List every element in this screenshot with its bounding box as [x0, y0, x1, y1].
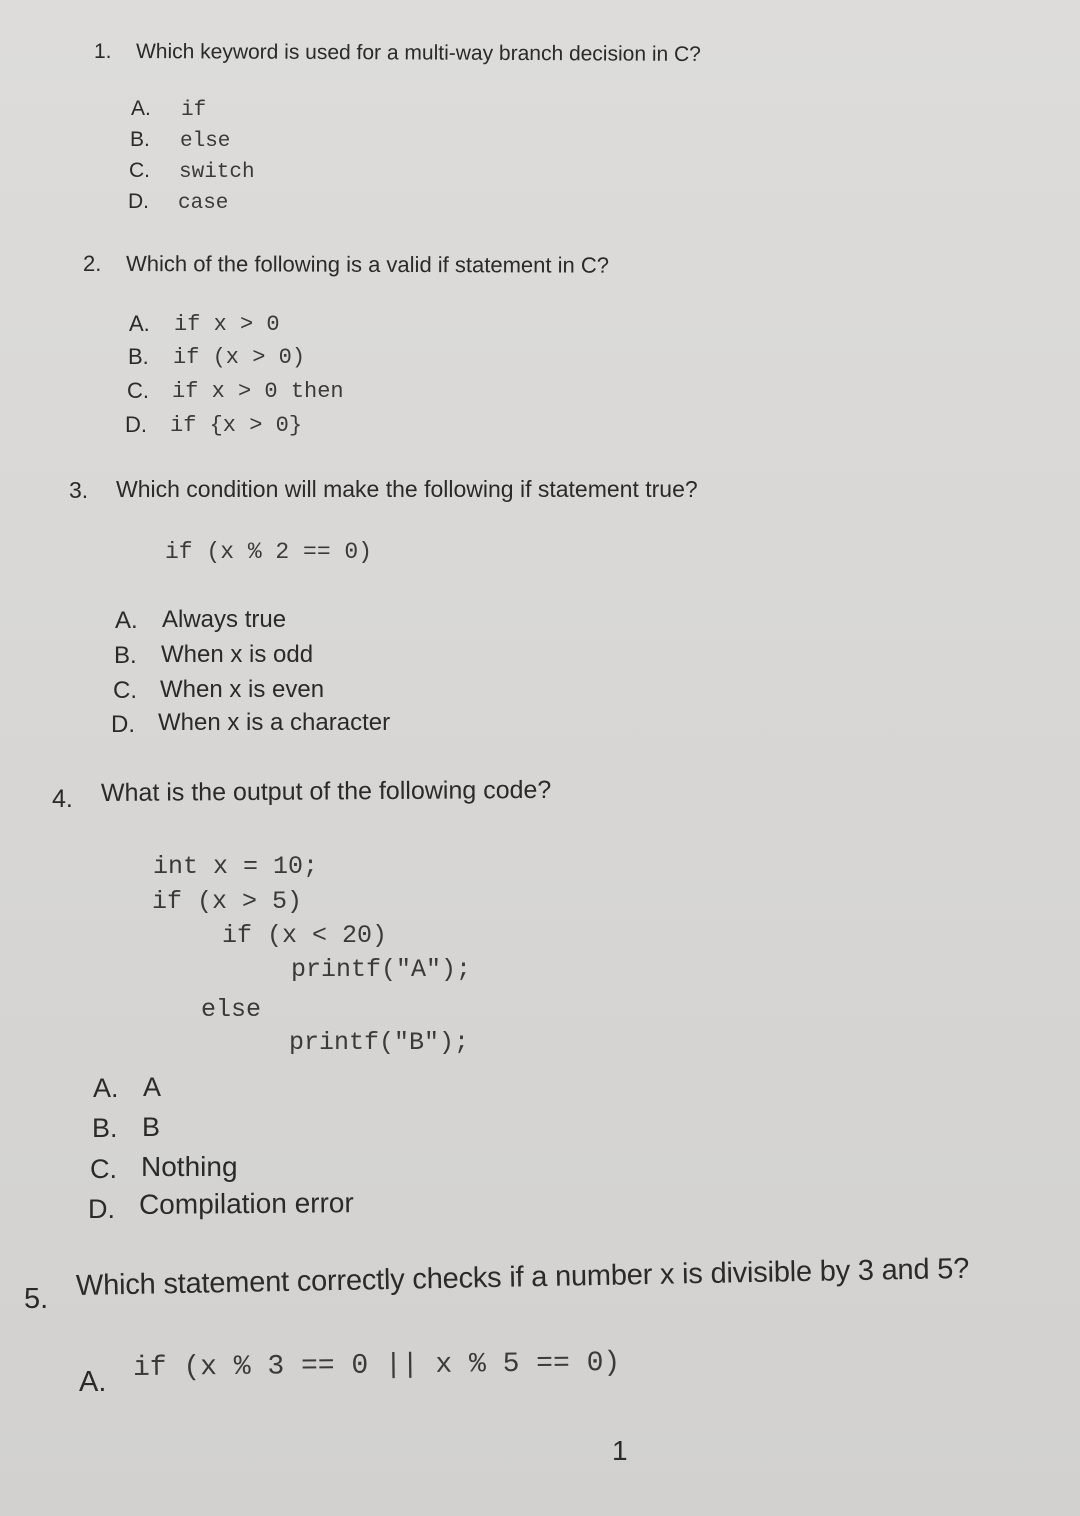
question-3-number: 3. [69, 477, 89, 503]
question-4-code-line-6: printf("B"); [289, 1028, 470, 1057]
question-2-option-c-label: C. [127, 378, 149, 403]
question-4-option-a-text: A [143, 1072, 162, 1102]
question-2-option-b-text: if (x > 0) [173, 345, 306, 370]
question-3-option-a-label: A. [115, 607, 138, 634]
question-2-option-d-label: D. [125, 412, 147, 437]
question-2-text: Which of the following is a valid if statement in C? [125, 251, 610, 278]
question-3-option-a-text: Always true [162, 606, 287, 633]
question-4-option-b-label: B. [92, 1113, 118, 1143]
question-3-code-line-1: if (x % 2 == 0) [165, 539, 373, 565]
question-1-option-c-text: switch [179, 161, 255, 184]
question-4-number: 4. [52, 785, 73, 813]
question-2-option-d-text: if {x > 0} [170, 413, 303, 438]
question-3-option-b-text: When x is odd [161, 641, 314, 668]
question-4-code-line-4: printf("A"); [291, 955, 472, 984]
question-4-option-c-label: C. [90, 1154, 117, 1184]
question-4-code-line-5: else [201, 995, 262, 1024]
question-1-option-a-label: A. [131, 97, 151, 120]
question-5-text: Which statement correctly checks if a number x is divisible by 3 and 5? [75, 1252, 970, 1302]
question-2-option-b-label: B. [128, 344, 149, 369]
question-1-option-d-label: D. [128, 190, 149, 213]
question-1-text: Which keyword is used for a multi-way branch decision in C? [135, 40, 701, 66]
question-3-option-c-label: C. [113, 677, 137, 704]
question-4-option-a-label: A. [93, 1073, 119, 1103]
question-2-option-a-text: if x > 0 [174, 312, 280, 337]
question-2-number: 2. [83, 251, 102, 276]
question-4-option-d-text: Compilation error [138, 1187, 354, 1220]
question-1-number: 1. [94, 40, 112, 63]
question-2-option-a-label: A. [129, 311, 150, 336]
question-5-option-a-label: A. [79, 1366, 107, 1398]
question-1-option-c-label: C. [129, 159, 150, 182]
question-3-option-c-text: When x is even [160, 676, 325, 703]
question-3-text: Which condition will make the following if statement true? [116, 476, 698, 502]
question-3-option-d-text: When x is a character [158, 709, 391, 736]
question-3-option-b-label: B. [114, 642, 137, 669]
question-4-text: What is the output of the following code? [100, 775, 552, 807]
question-2-option-c-text: if x > 0 then [172, 379, 344, 404]
question-4-option-d-label: D. [88, 1194, 115, 1224]
question-4-option-c-text: Nothing [141, 1151, 238, 1182]
question-5-number: 5. [24, 1283, 49, 1315]
question-4-option-b-text: B [142, 1112, 161, 1142]
question-1-option-a-text: if [181, 99, 207, 122]
question-4-code-line-3: if (x < 20) [222, 921, 388, 950]
question-4-code-line-2: if (x > 5) [152, 887, 303, 916]
page-number: 1 [612, 1435, 628, 1466]
question-1-option-d-text: case [178, 192, 229, 215]
question-5-option-a-text: if (x % 3 == 0 || x % 5 == 0) [132, 1347, 621, 1384]
question-3-option-d-label: D. [111, 711, 135, 738]
question-1-option-b-text: else [180, 130, 231, 153]
question-4-code-line-1: int x = 10; [153, 852, 319, 881]
question-1-option-b-label: B. [130, 128, 150, 151]
